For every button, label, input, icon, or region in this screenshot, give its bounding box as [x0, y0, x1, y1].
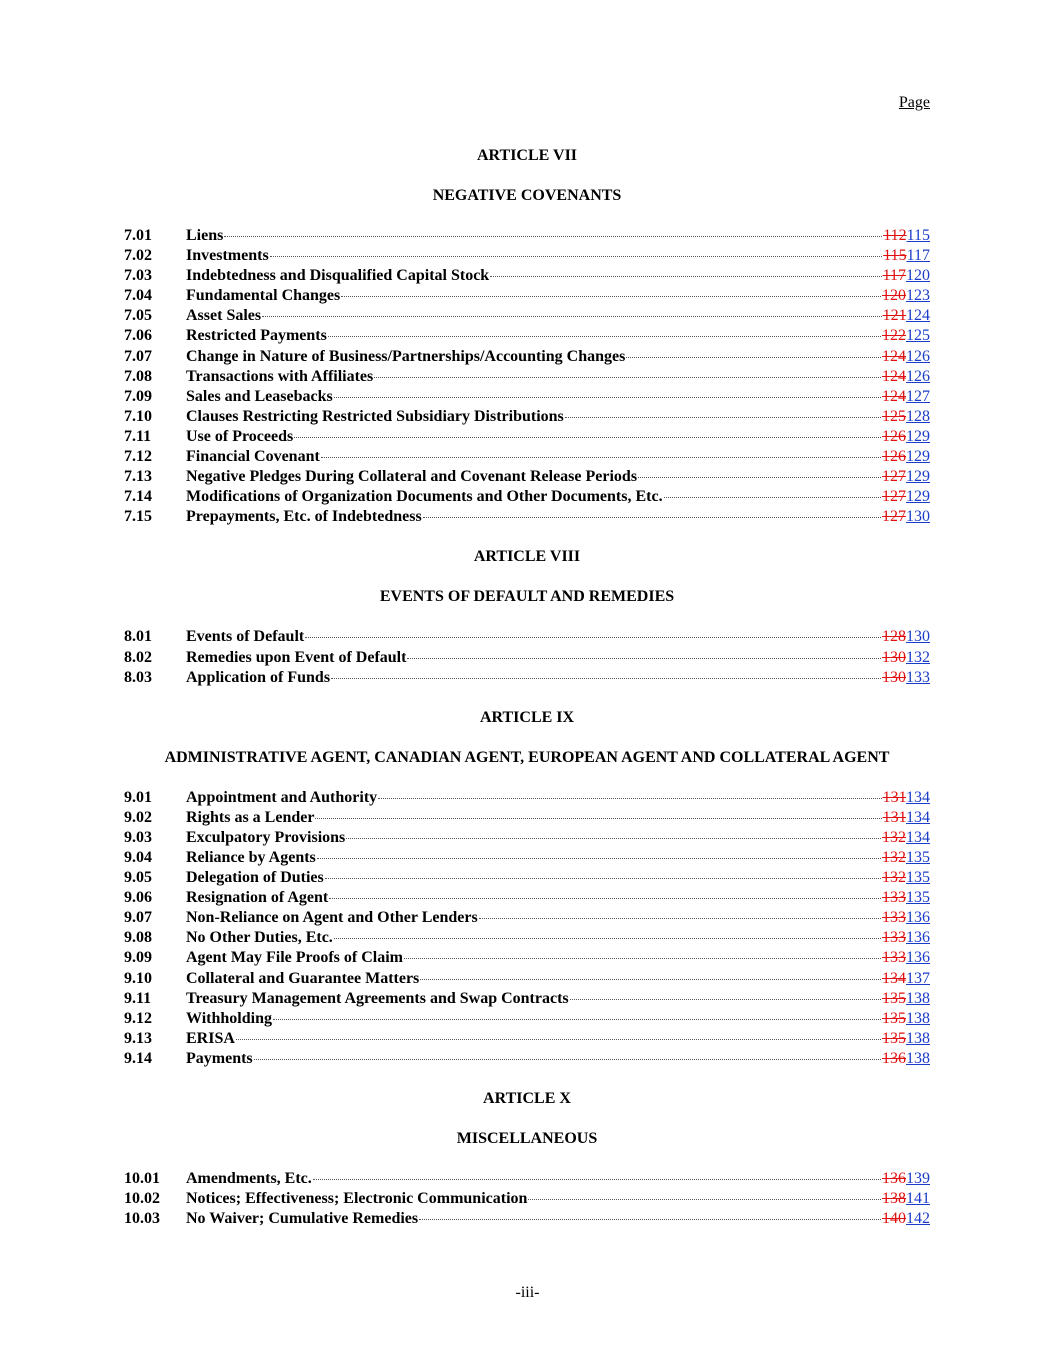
- section-number: 9.06: [124, 889, 152, 907]
- deleted-page-number: 127: [882, 508, 906, 526]
- toc-row[interactable]: [124, 908, 930, 928]
- deleted-page-number: 117: [882, 267, 906, 285]
- inserted-page-number[interactable]: 138: [906, 1029, 930, 1047]
- toc-row[interactable]: [124, 948, 930, 968]
- inserted-page-number[interactable]: 134: [906, 828, 930, 846]
- deleted-page-number: 121: [882, 307, 906, 325]
- deleted-page-number: 130: [882, 648, 906, 666]
- section-title: Clauses Restricting Restricted Subsidiary Distributions: [186, 407, 564, 425]
- page-reference[interactable]: [882, 1209, 930, 1229]
- toc-row[interactable]: [124, 1009, 930, 1029]
- deleted-page-number: 132: [882, 869, 906, 887]
- toc-row[interactable]: [124, 1029, 930, 1049]
- section-number: 9.05: [124, 869, 152, 887]
- deleted-page-number: 134: [882, 969, 906, 987]
- page-reference[interactable]: [882, 989, 930, 1009]
- deleted-page-number: 140: [882, 1210, 906, 1228]
- section-number: 7.04: [124, 287, 152, 305]
- toc-list: [124, 1169, 930, 1229]
- inserted-page-number[interactable]: 136: [906, 909, 930, 927]
- dot-leader: [490, 276, 881, 277]
- page-reference[interactable]: [882, 948, 930, 968]
- inserted-page-number[interactable]: 135: [906, 889, 930, 907]
- inserted-page-number[interactable]: 115: [906, 227, 930, 244]
- section-number: 9.14: [124, 1049, 152, 1067]
- dot-leader: [313, 1179, 881, 1180]
- deleted-page-number: 120: [882, 287, 906, 305]
- toc-row[interactable]: [124, 226, 930, 246]
- table-of-contents: [124, 146, 930, 1249]
- page-reference[interactable]: [882, 928, 930, 948]
- section-number: 7.05: [124, 307, 152, 325]
- deleted-page-number: 133: [882, 949, 906, 967]
- section-number: 9.07: [124, 909, 152, 927]
- dot-leader: [236, 1039, 881, 1040]
- page-footer-number: -iii-: [515, 1284, 540, 1301]
- section-title: Agent May File Proofs of Claim: [186, 949, 403, 967]
- dot-leader: [565, 417, 881, 418]
- dot-leader: [420, 979, 881, 980]
- inserted-page-number[interactable]: 126: [906, 347, 930, 365]
- toc-list: [124, 627, 930, 687]
- page-reference[interactable]: [882, 908, 930, 928]
- inserted-page-number[interactable]: 130: [906, 508, 930, 526]
- toc-row[interactable]: [124, 286, 930, 306]
- dot-leader: [528, 1199, 881, 1200]
- section-title: Modifications of Organization Documents and Other Documents, Etc.: [186, 488, 663, 506]
- toc-list: [124, 788, 930, 1069]
- dot-leader: [664, 497, 881, 498]
- section-number: 7.07: [124, 347, 152, 365]
- inserted-page-number[interactable]: 142: [906, 1210, 930, 1228]
- page-reference[interactable]: [883, 226, 930, 246]
- section-number: 7.12: [124, 448, 152, 466]
- section-title: Negative Pledges During Collateral and Covenant Release Periods: [186, 468, 638, 486]
- toc-row[interactable]: [124, 928, 930, 948]
- section-title: Amendments, Etc.: [186, 1170, 312, 1187]
- toc-row[interactable]: [124, 407, 930, 427]
- inserted-page-number[interactable]: 141: [906, 1190, 930, 1208]
- dot-leader: [334, 938, 881, 939]
- section-title: Investments: [186, 247, 269, 265]
- deleted-page-number: 112: [883, 227, 907, 244]
- dot-leader: [294, 437, 881, 438]
- deleted-page-number: 127: [882, 468, 906, 486]
- deleted-page-number: 125: [882, 407, 906, 425]
- dot-leader: [329, 898, 881, 899]
- section-number: 7.08: [124, 367, 152, 385]
- toc-row[interactable]: [124, 788, 930, 808]
- page-reference[interactable]: [882, 627, 930, 647]
- page-reference[interactable]: [882, 1189, 930, 1209]
- section-title: ERISA: [186, 1029, 235, 1047]
- page-reference[interactable]: [882, 487, 930, 507]
- inserted-page-number[interactable]: 137: [906, 969, 930, 987]
- page-reference[interactable]: [882, 969, 930, 989]
- dot-leader: [638, 477, 881, 478]
- section-title: Prepayments, Etc. of Indebtedness: [186, 508, 422, 526]
- article-subtitle: NEGATIVE COVENANTS: [432, 187, 622, 204]
- section-number: 7.10: [124, 407, 152, 425]
- toc-row[interactable]: [124, 427, 930, 447]
- toc-row[interactable]: [124, 447, 930, 467]
- dot-leader: [331, 678, 881, 679]
- page-reference[interactable]: [882, 1169, 930, 1189]
- toc-row[interactable]: [124, 306, 930, 326]
- section-number: 9.11: [124, 989, 152, 1007]
- toc-row[interactable]: [124, 888, 930, 908]
- section-number: 7.03: [124, 267, 152, 285]
- inserted-page-number[interactable]: 129: [906, 448, 930, 466]
- section-title: Withholding: [186, 1009, 272, 1027]
- page-reference[interactable]: [882, 507, 930, 527]
- inserted-page-number[interactable]: 129: [906, 488, 930, 506]
- page-reference[interactable]: [882, 326, 930, 346]
- dot-leader: [423, 517, 881, 518]
- inserted-page-number[interactable]: 139: [906, 1170, 930, 1187]
- page-reference[interactable]: [882, 347, 930, 367]
- page-reference[interactable]: [882, 367, 930, 387]
- toc-row[interactable]: [124, 487, 930, 507]
- deleted-page-number: 122: [882, 327, 906, 345]
- section-title: Indebtedness and Disqualified Capital Stock: [186, 267, 490, 285]
- section-title: Delegation of Duties: [186, 869, 324, 887]
- section-title: Appointment and Authority: [186, 788, 378, 806]
- section-title: Change in Nature of Business/Partnerships/Accounting Changes: [186, 347, 626, 365]
- deleted-page-number: 133: [882, 909, 906, 927]
- toc-row[interactable]: [124, 668, 930, 688]
- toc-row[interactable]: [124, 387, 930, 407]
- deleted-page-number: 135: [882, 989, 906, 1007]
- section-title: Sales and Leasebacks: [186, 387, 333, 405]
- page-reference[interactable]: [882, 648, 930, 668]
- page-reference[interactable]: [882, 286, 930, 306]
- page-reference[interactable]: [882, 848, 930, 868]
- inserted-page-number[interactable]: 130: [906, 628, 930, 646]
- toc-row[interactable]: [124, 1169, 930, 1189]
- section-title: Rights as a Lender: [186, 808, 315, 826]
- dot-leader: [570, 999, 881, 1000]
- inserted-page-number[interactable]: 127: [906, 387, 930, 405]
- deleted-page-number: 126: [882, 448, 906, 466]
- inserted-page-number[interactable]: 138: [906, 1049, 930, 1067]
- deleted-page-number: 131: [882, 788, 906, 806]
- section-number: 9.10: [124, 969, 152, 987]
- deleted-page-number: 133: [882, 889, 906, 907]
- dot-leader: [626, 357, 881, 358]
- inserted-page-number[interactable]: 135: [906, 869, 930, 887]
- dot-leader: [321, 457, 881, 458]
- page-reference[interactable]: [883, 266, 930, 286]
- article-subtitle: MISCELLANEOUS: [456, 1130, 598, 1147]
- section-title: Resignation of Agent: [186, 889, 329, 907]
- dot-leader: [254, 1059, 881, 1060]
- inserted-page-number[interactable]: 134: [906, 788, 930, 806]
- page-reference[interactable]: [883, 808, 930, 828]
- section-number: 8.01: [124, 628, 152, 646]
- article-title: ARTICLE VII: [476, 147, 578, 164]
- section-title: Financial Covenant: [186, 448, 320, 466]
- section-title: No Other Duties, Etc.: [186, 929, 333, 947]
- article-subtitle: ADMINISTRATIVE AGENT, CANADIAN AGENT, EUROPEAN AGENT AND COLLATERAL AGENT: [164, 748, 890, 766]
- section-title: Treasury Management Agreements and Swap Contracts: [186, 989, 569, 1007]
- toc-row[interactable]: [124, 246, 930, 266]
- inserted-page-number[interactable]: 134: [906, 808, 930, 826]
- deleted-page-number: 124: [882, 347, 906, 365]
- toc-row[interactable]: [124, 627, 930, 647]
- section-number: 7.01: [124, 227, 152, 244]
- section-title: Fundamental Changes: [186, 287, 341, 305]
- section-title: Liens: [186, 227, 224, 244]
- page-reference[interactable]: [882, 387, 930, 407]
- dot-leader: [270, 256, 883, 257]
- inserted-page-number[interactable]: 136: [906, 949, 930, 967]
- section-title: Non-Reliance on Agent and Other Lenders: [186, 909, 478, 927]
- deleted-page-number: 135: [882, 1029, 906, 1047]
- page-reference[interactable]: [882, 427, 930, 447]
- toc-row[interactable]: [124, 1049, 930, 1069]
- deleted-page-number: 124: [882, 367, 906, 385]
- dot-leader: [378, 798, 881, 799]
- page-reference[interactable]: [882, 1049, 930, 1069]
- inserted-page-number[interactable]: 128: [906, 407, 930, 425]
- toc-row[interactable]: [124, 266, 930, 286]
- toc-row[interactable]: [124, 848, 930, 868]
- deleted-page-number: 133: [882, 929, 906, 947]
- toc-row[interactable]: [124, 808, 930, 828]
- section-title: Transactions with Affiliates: [186, 367, 374, 385]
- page-reference[interactable]: [883, 306, 930, 326]
- toc-row[interactable]: [124, 828, 930, 848]
- page-reference[interactable]: [882, 1009, 930, 1029]
- section-number: 9.12: [124, 1009, 152, 1027]
- deleted-page-number: 115: [883, 247, 907, 265]
- section-title: Exculpatory Provisions: [186, 828, 346, 846]
- page-reference[interactable]: [882, 407, 930, 427]
- page-reference[interactable]: [882, 668, 930, 688]
- section-number: 7.15: [124, 508, 152, 526]
- toc-list: [124, 226, 930, 527]
- section-number: 10.03: [124, 1210, 160, 1228]
- section-number: 7.13: [124, 468, 152, 486]
- inserted-page-number[interactable]: 125: [906, 327, 930, 345]
- inserted-page-number[interactable]: 138: [906, 989, 930, 1007]
- article-title: ARTICLE X: [483, 1090, 571, 1107]
- page-reference[interactable]: [882, 888, 930, 908]
- section-title: Notices; Effectiveness; Electronic Communication: [186, 1190, 528, 1208]
- page-reference[interactable]: [882, 828, 930, 848]
- section-title: Events of Default: [186, 628, 305, 646]
- section-number: 9.04: [124, 848, 152, 866]
- section-number: 7.02: [124, 247, 152, 265]
- deleted-page-number: 124: [882, 387, 906, 405]
- dot-leader: [325, 878, 881, 879]
- page-reference[interactable]: [882, 868, 930, 888]
- dot-leader: [262, 316, 881, 317]
- page-column-label: Page: [898, 94, 930, 111]
- page-reference[interactable]: [883, 788, 930, 808]
- section-title: Restricted Payments: [186, 327, 327, 345]
- deleted-page-number: 132: [882, 848, 906, 866]
- deleted-page-number: 131: [882, 808, 906, 826]
- inserted-page-number[interactable]: 126: [906, 367, 930, 385]
- inserted-page-number[interactable]: 123: [906, 287, 930, 305]
- toc-row[interactable]: [124, 326, 930, 346]
- dot-leader: [346, 838, 881, 839]
- article-subtitle: EVENTS OF DEFAULT AND REMEDIES: [379, 588, 675, 606]
- inserted-page-number[interactable]: 129: [906, 468, 930, 486]
- section-title: Reliance by Agents: [186, 848, 316, 866]
- section-number: 7.06: [124, 327, 152, 345]
- inserted-page-number[interactable]: 120: [906, 267, 930, 285]
- article-title: ARTICLE IX: [479, 708, 575, 726]
- dot-leader: [305, 637, 881, 638]
- dot-leader: [419, 1219, 881, 1220]
- section-number: 9.02: [124, 808, 152, 826]
- inserted-page-number[interactable]: 129: [906, 427, 930, 445]
- inserted-page-number[interactable]: 117: [906, 247, 930, 265]
- toc-row[interactable]: [124, 1209, 930, 1229]
- deleted-page-number: 130: [882, 668, 906, 686]
- toc-row[interactable]: [124, 467, 930, 487]
- deleted-page-number: 138: [882, 1190, 906, 1208]
- dot-leader: [404, 958, 881, 959]
- section-number: 7.09: [124, 387, 152, 405]
- page-reference[interactable]: [882, 1029, 930, 1049]
- section-title: Remedies upon Event of Default: [186, 648, 407, 666]
- dot-leader: [328, 336, 881, 337]
- section-number: 8.03: [124, 668, 152, 686]
- article-title: ARTICLE VIII: [473, 548, 581, 566]
- section-number: 10.01: [124, 1170, 160, 1187]
- page-reference[interactable]: [883, 246, 930, 266]
- section-number: 7.11: [124, 427, 152, 445]
- section-number: 7.14: [124, 488, 152, 506]
- dot-leader: [317, 858, 881, 859]
- toc-row[interactable]: [124, 507, 930, 527]
- dot-leader: [315, 818, 881, 819]
- section-number: 10.02: [124, 1190, 160, 1208]
- inserted-page-number[interactable]: 135: [906, 848, 930, 866]
- deleted-page-number: 127: [882, 488, 906, 506]
- section-title: Application of Funds: [186, 668, 331, 686]
- section-title: Payments: [186, 1049, 253, 1067]
- toc-row[interactable]: [124, 969, 930, 989]
- section-number: 9.13: [124, 1029, 152, 1047]
- toc-row[interactable]: [124, 347, 930, 367]
- section-number: 8.02: [124, 648, 152, 666]
- deleted-page-number: 136: [882, 1049, 906, 1067]
- toc-row[interactable]: [124, 367, 930, 387]
- section-title: Use of Proceeds: [186, 427, 294, 445]
- inserted-page-number[interactable]: 136: [906, 929, 930, 947]
- section-title: Asset Sales: [186, 307, 262, 325]
- section-title: Collateral and Guarantee Matters: [186, 969, 420, 987]
- section-title: No Waiver; Cumulative Remedies: [186, 1210, 419, 1228]
- toc-row[interactable]: [124, 989, 930, 1009]
- page-reference[interactable]: [882, 467, 930, 487]
- inserted-page-number[interactable]: 133: [906, 668, 930, 686]
- dot-leader: [334, 397, 881, 398]
- toc-row[interactable]: [124, 868, 930, 888]
- toc-row[interactable]: [124, 648, 930, 668]
- dot-leader: [273, 1019, 881, 1020]
- inserted-page-number[interactable]: 124: [906, 307, 930, 325]
- dot-leader: [479, 918, 881, 919]
- dot-leader: [224, 236, 882, 237]
- deleted-page-number: 136: [882, 1170, 906, 1187]
- section-number: 9.09: [124, 949, 152, 967]
- dot-leader: [407, 658, 881, 659]
- deleted-page-number: 135: [882, 1009, 906, 1027]
- page-reference[interactable]: [882, 447, 930, 467]
- deleted-page-number: 126: [882, 427, 906, 445]
- dot-leader: [341, 296, 881, 297]
- deleted-page-number: 128: [882, 628, 906, 646]
- deleted-page-number: 132: [882, 828, 906, 846]
- section-number: 9.01: [124, 788, 152, 806]
- section-number: 9.03: [124, 828, 152, 846]
- section-number: 9.08: [124, 929, 152, 947]
- dot-leader: [374, 377, 881, 378]
- toc-row[interactable]: [124, 1189, 930, 1209]
- inserted-page-number[interactable]: 138: [906, 1009, 930, 1027]
- inserted-page-number[interactable]: 132: [906, 648, 930, 666]
